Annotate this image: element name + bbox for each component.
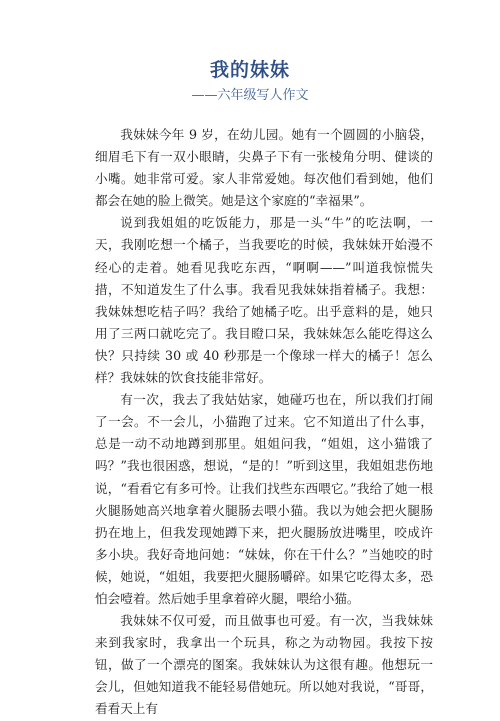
document-body — [95, 124, 433, 721]
document-subtitle: ——六年级写人作文 — [191, 88, 309, 103]
paragraph: 我妹妹不仅可爱，而且做事也可爱。有一次，当我妹妹来到我家时，我拿出一个玩具，称之为动物园。我按下按钮，做了一个漂亮的图案。我妹妹认为这很有趣。他想玩一会儿，但她知道我不能轻易借她玩。所以她对我说，“哥哥，看看天上有 — [95, 613, 433, 717]
paragraph: 说到我姐姐的吃饭能力，那是一头“牛”的吃法啊，一天，我刚吃想一个橘子，当我要吃的时候，我妹妹开始漫不经心的走着。她看见我吃东西，“啊啊——”叫道我惊慌失措，不知道发生了什么事。我看见我妹妹指着橘子。我想：我妹妹想吃桔子吗？我给了她橘子吃。出乎意料的是，她只用了三两口就吃完了。我目瞪口呆，我妹妹怎么能吃得这么快？只持续 30 或 40 秒那是一个像球一样大的橘子！怎么样？我妹妹的饮食技能非常好。 — [95, 215, 433, 386]
paragraph: 有一次，我去了我姑姑家，她碰巧也在，所以我们打闹了一会。不一会儿，小猫跑了过来。它不知道出了什么事，总是一动不动地蹲到那里。姐姐问我，“姐姐，这小猫饿了吗？”我也很困惑，想说，“是的！”听到这里，我姐姐悲伤地说，“看看它有多可怜。让我们找些东西喂它。”我给了她一根火腿肠她高兴地拿着火腿肠去喂小猫。我以为她会把火腿肠扔在地上，但我发现她蹲下来，把火腿肠放进嘴里，咬成许多小块。我好奇地问她：“妹妹，你在干什么？”当她咬的时候，她说，“姐姐，我要把火腿肠嚼碎。如果它吃得太多，恐怕会噎着。然后她手里拿着碎火腿，喂给小猫。 — [95, 392, 433, 606]
document-title: 我的妹妹 — [209, 59, 290, 81]
paragraph: 我妹妹今年 9 岁，在幼儿园。她有一个圆圆的小脑袋，细眉毛下有一双小眼睛，尖鼻子下有一张棱角分明、健谈的小嘴。她非常可爱。家人非常爱她。每次他们看到她，他们都会在她的脸上微笑。她是这个家庭的“幸福果”。 — [95, 127, 433, 209]
